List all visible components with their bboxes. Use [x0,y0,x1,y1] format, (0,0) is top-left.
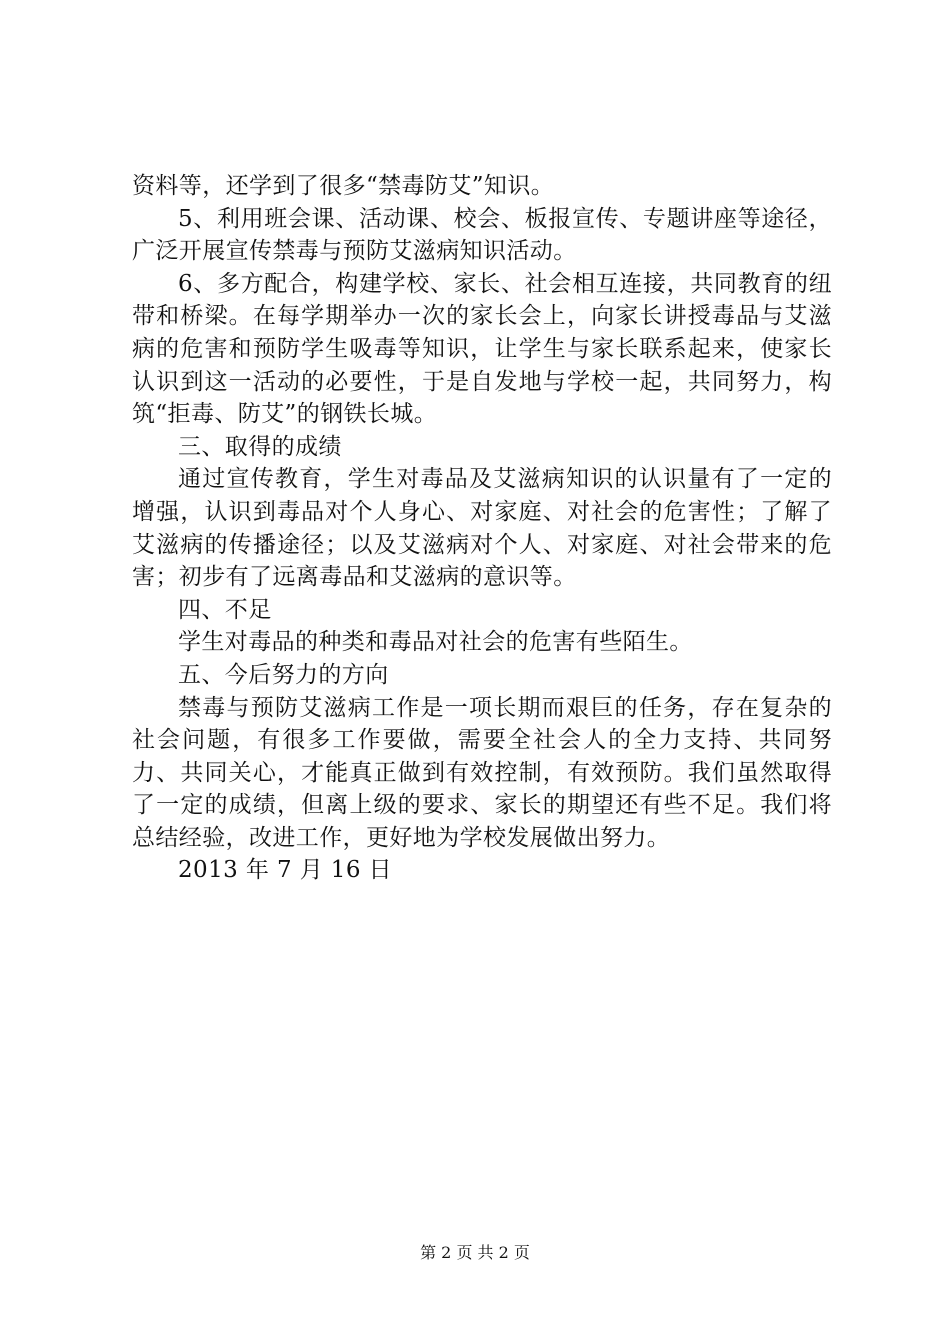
paragraph-item-5: 5、利用班会课、活动课、校会、板报宣传、专题讲座等途径，广泛开展宣传禁毒与预防艾滋病知识活动。 [132,205,832,265]
paragraph-achievements: 通过宣传教育，学生对毒品及艾滋病知识的认识量有了一定的增强，认识到毒品对个人身心、对家庭、对社会的危害性；了解了艾滋病的传播途径；以及艾滋病对个人、对家庭、对社会带来的危害；初步有了远离毒品和艾滋病的意识等。 [132,466,832,591]
section-heading-future-direction: 五、今后努力的方向 [178,661,389,688]
document-body [132,170,832,887]
paragraph-continuation: 资料等，还学到了很多“禁毒防艾”知识。 [132,173,555,199]
document-date: 2013 年 7 月 16 日 [178,857,392,884]
paragraph-future-direction: 禁毒与预防艾滋病工作是一项长期而艰巨的任务，存在复杂的社会问题，有很多工作要做，需要全社会人的全力支持、共同努力、共同关心，才能真正做到有效控制，有效预防。我们虽然取得了一定的成绩，但离上级的要求、家长的期望还有些不足。我们将总结经验，改进工作，更好地为学校发展做出努力。 [132,694,832,851]
page-footer: 第 2 页 共 2 页 [420,1243,530,1262]
paragraph-shortcomings: 学生对毒品的种类和毒品对社会的危害有些陌生。 [178,629,693,656]
section-heading-achievements: 三、取得的成绩 [178,433,342,460]
section-heading-shortcomings: 四、不足 [178,596,272,623]
paragraph-item-6: 6、多方配合，构建学校、家长、社会相互连接，共同教育的纽带和桥梁。在每学期举办一次的家长会上，向家长讲授毒品与艾滋病的危害和预防学生吸毒等知识，让学生与家长联系起来，使家长认识到这一活动的必要性，于是自发地与学校一起，共同努力，构筑“拒毒、防艾”的钢铁长城。 [132,270,832,428]
